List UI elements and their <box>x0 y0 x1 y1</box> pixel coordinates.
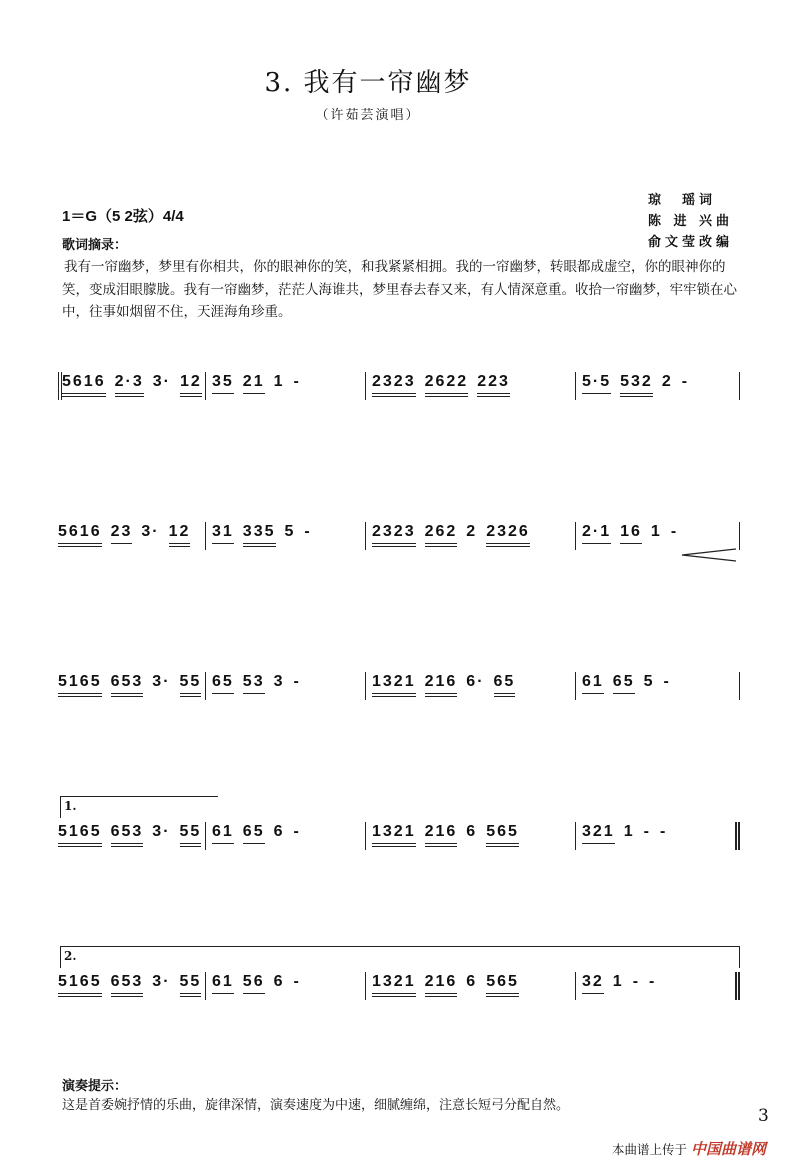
note-group: 32 <box>582 972 604 994</box>
page-title: 3. 我有一帘幽梦 <box>264 68 472 98</box>
dash-note: - <box>293 823 301 840</box>
note-group: 216 <box>425 822 458 847</box>
tips-label: 演奏提示： <box>62 1079 128 1094</box>
measure <box>576 672 740 700</box>
note-group: 5 <box>643 673 655 690</box>
note-group: 5165 <box>58 672 102 697</box>
note-group: 23 <box>111 522 133 544</box>
note-group: 335 <box>243 522 276 547</box>
measure <box>58 822 206 850</box>
site-logo[interactable]: 中国曲谱网 <box>691 1140 767 1158</box>
score-line <box>58 372 740 412</box>
note-group: 6 <box>466 823 478 840</box>
note-group: 653 <box>111 672 144 697</box>
measure <box>206 972 366 1000</box>
note-group: 65 <box>613 672 635 694</box>
score-line <box>58 822 740 862</box>
measure <box>58 972 206 1000</box>
note-group: 3 <box>273 673 285 690</box>
note-group: 262 <box>425 522 458 547</box>
note-group: 1 <box>612 973 624 990</box>
note-group: 6 <box>466 973 478 990</box>
measure <box>206 522 366 550</box>
note-group: 216 <box>425 672 458 697</box>
dash-note: - <box>304 523 312 540</box>
note-group: 21 <box>243 372 265 394</box>
note-group: 53 <box>243 672 265 694</box>
note-group: 2622 <box>425 372 469 397</box>
note-group: 5·5 <box>582 372 611 394</box>
lyrics-text: 我有一帘幽梦，梦里有你相共，你的眼神你的笑，和我紧紧相拥。我的一帘幽梦，转眼都成虚空，你的眼神你的笑，变成泪眼朦胧。我有一帘幽梦，茫茫人海谁共，梦里春去春又来，有人情深意重。收拾一帘幽梦，牢牢锁在心中，往事如烟留不住，天涯海角珍重。 <box>62 259 737 320</box>
dash-note: - <box>632 973 641 990</box>
measure <box>576 372 740 400</box>
note-group: 6 <box>273 823 285 840</box>
performer-subtitle: （许茹芸演唱） <box>315 108 421 123</box>
note-group: 1 <box>623 823 635 840</box>
note-group: 35 <box>212 372 234 394</box>
page-number: 3 <box>758 1106 769 1126</box>
composer-credit: 陈 进 兴曲 <box>648 214 734 229</box>
tips-text: 这是首委婉抒情的乐曲，旋律深情，演奏速度为中速，细腻缠绵，注意长短弓分配自然。 <box>62 1098 570 1113</box>
measure <box>366 672 576 700</box>
dash-note: - <box>293 973 301 990</box>
score-line <box>58 672 740 712</box>
note-group: 55 <box>180 972 202 997</box>
note-group: 16 <box>620 522 642 544</box>
footer-text: 本曲谱上传于 <box>612 1141 688 1157</box>
note-group: 5165 <box>58 822 102 847</box>
credits <box>648 190 733 253</box>
note-group: 1321 <box>372 822 416 847</box>
note-group: 31 <box>212 522 234 544</box>
dash-note: - <box>681 373 690 390</box>
dash-note: - <box>670 523 679 540</box>
footer <box>612 1138 766 1159</box>
measure <box>366 972 576 1000</box>
note-group: 65 <box>494 672 516 697</box>
measure <box>206 822 366 850</box>
dash-note: - <box>643 823 651 840</box>
note-group: 532 <box>620 372 653 397</box>
note-group: 653 <box>111 972 144 997</box>
dash-note: - <box>293 673 301 690</box>
note-group: 61 <box>212 972 234 994</box>
note-group: 5 <box>284 523 296 540</box>
note-group: 1 <box>273 373 285 390</box>
score-line <box>58 522 740 562</box>
key-signature: 1＝G（5 2弦）4/4 <box>62 208 184 225</box>
note-group: 223 <box>477 372 510 397</box>
note-group: 3· <box>141 523 160 540</box>
note-group: 3· <box>152 973 171 990</box>
score-line <box>58 972 740 1012</box>
measure <box>206 672 366 700</box>
note-group: 2 <box>466 523 478 540</box>
measure <box>58 522 206 550</box>
note-group: 2323 <box>372 372 416 397</box>
measure <box>576 972 740 1000</box>
note-group: 2323 <box>372 522 416 547</box>
note-group: 65 <box>243 822 265 844</box>
measure <box>576 822 740 850</box>
dash-note: - <box>649 973 657 990</box>
note-group: 55 <box>180 822 202 847</box>
note-group: 565 <box>486 972 519 997</box>
note-group: 321 <box>582 822 615 844</box>
measure <box>58 372 206 400</box>
note-group: 56 <box>243 972 265 994</box>
lyrics-label: 歌词摘录： <box>62 238 128 253</box>
note-group: 3· <box>152 823 171 840</box>
dash-note: - <box>659 823 668 840</box>
note-group: 2·1 <box>582 522 611 544</box>
note-group: 565 <box>486 822 519 847</box>
note-group: 12 <box>169 522 191 547</box>
dash-note: - <box>293 373 301 390</box>
note-group: 653 <box>111 822 144 847</box>
note-group: 5616 <box>62 372 106 397</box>
note-group: 2326 <box>486 522 530 547</box>
note-group: 5616 <box>58 522 102 547</box>
volta-bracket: 1. <box>60 796 218 818</box>
note-group: 2 <box>661 373 673 390</box>
note-group: 3· <box>152 673 171 690</box>
crescendo-mark <box>680 548 736 562</box>
measure <box>58 672 206 700</box>
note-group: 1321 <box>372 972 416 997</box>
note-group: 65 <box>212 672 234 694</box>
note-group: 1 <box>650 523 662 540</box>
note-group: 2·3 <box>115 372 144 397</box>
note-group: 61 <box>582 672 604 694</box>
note-group: 1321 <box>372 672 416 697</box>
measure <box>366 372 576 400</box>
measure <box>576 522 740 550</box>
note-group: 216 <box>425 972 458 997</box>
lyricist-credit: 琼 瑶词 <box>648 193 717 208</box>
note-group: 5165 <box>58 972 102 997</box>
dash-note: - <box>663 673 671 690</box>
note-group: 6 <box>273 973 285 990</box>
note-group: 61 <box>212 822 234 844</box>
note-group: 12 <box>180 372 202 397</box>
volta-bracket: 2. <box>60 946 740 968</box>
note-group: 6· <box>466 673 485 690</box>
note-group: 55 <box>180 672 202 697</box>
arranger-credit: 俞文莹改编 <box>648 235 734 250</box>
note-group: 3· <box>152 373 171 390</box>
measure <box>206 372 366 400</box>
measure <box>366 822 576 850</box>
measure <box>366 522 576 550</box>
